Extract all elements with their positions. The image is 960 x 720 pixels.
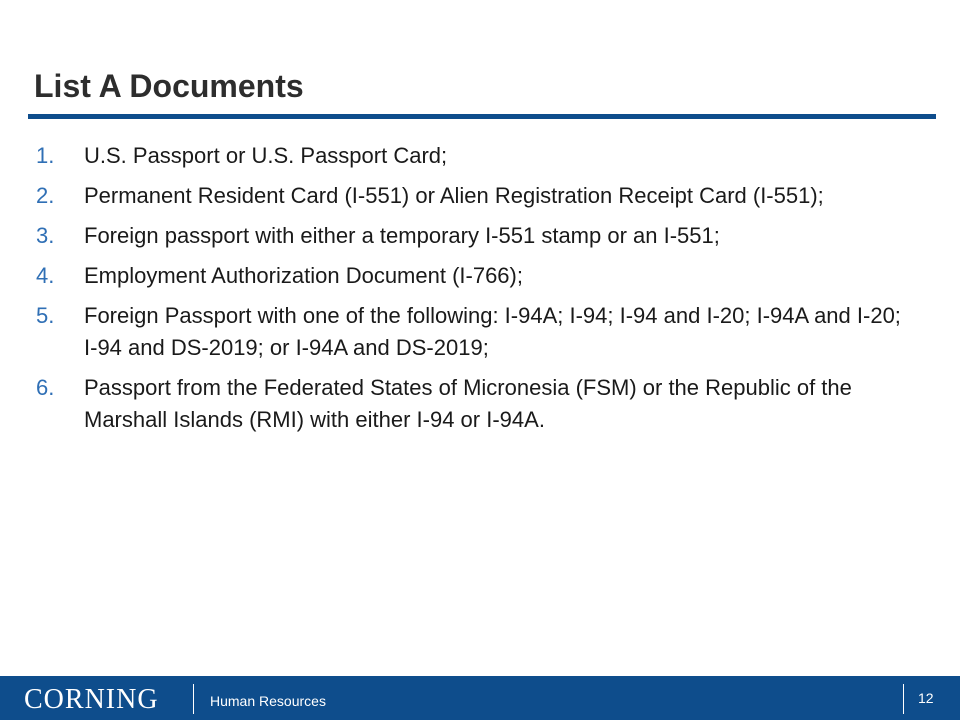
page-number: 12 [918, 690, 934, 706]
footer-bar [0, 676, 960, 720]
list-item [36, 300, 906, 364]
item-text: Passport from the Federated States of Micronesia (FSM) or the Republic of the Marshall Islands (RMI) with either I-94 or I-94A. [84, 375, 852, 432]
item-text: Foreign Passport with one of the following: I-94A; I-94; I-94 and I-20; I-94A and I-20; I-94 and DS-2019; or I-94A and DS-2019; [84, 303, 901, 360]
slide-title: List A Documents [34, 68, 304, 104]
item-text: U.S. Passport or U.S. Passport Card; [84, 143, 448, 168]
item-text: Employment Authorization Document (I-766); [84, 263, 523, 288]
footer-divider [903, 684, 904, 714]
list-item [36, 260, 906, 292]
footer-divider [193, 684, 194, 714]
item-number: 4. [36, 263, 55, 288]
item-number: 6. [36, 375, 55, 400]
item-number: 1. [36, 143, 55, 168]
item-number: 5. [36, 303, 55, 328]
title-divider [28, 114, 936, 119]
item-number: 3. [36, 223, 55, 248]
list-item [36, 140, 906, 172]
item-text: Foreign passport with either a temporary I-551 stamp or an I-551; [84, 223, 720, 248]
department-label: Human Resources [210, 693, 326, 709]
list-item [36, 180, 906, 212]
list-item [36, 372, 906, 436]
document-list [36, 140, 906, 444]
item-text: Permanent Resident Card (I-551) or Alien Registration Receipt Card (I-551); [84, 183, 824, 208]
corning-logo: CORNING [24, 684, 159, 715]
list-item [36, 220, 906, 252]
item-number: 2. [36, 183, 55, 208]
